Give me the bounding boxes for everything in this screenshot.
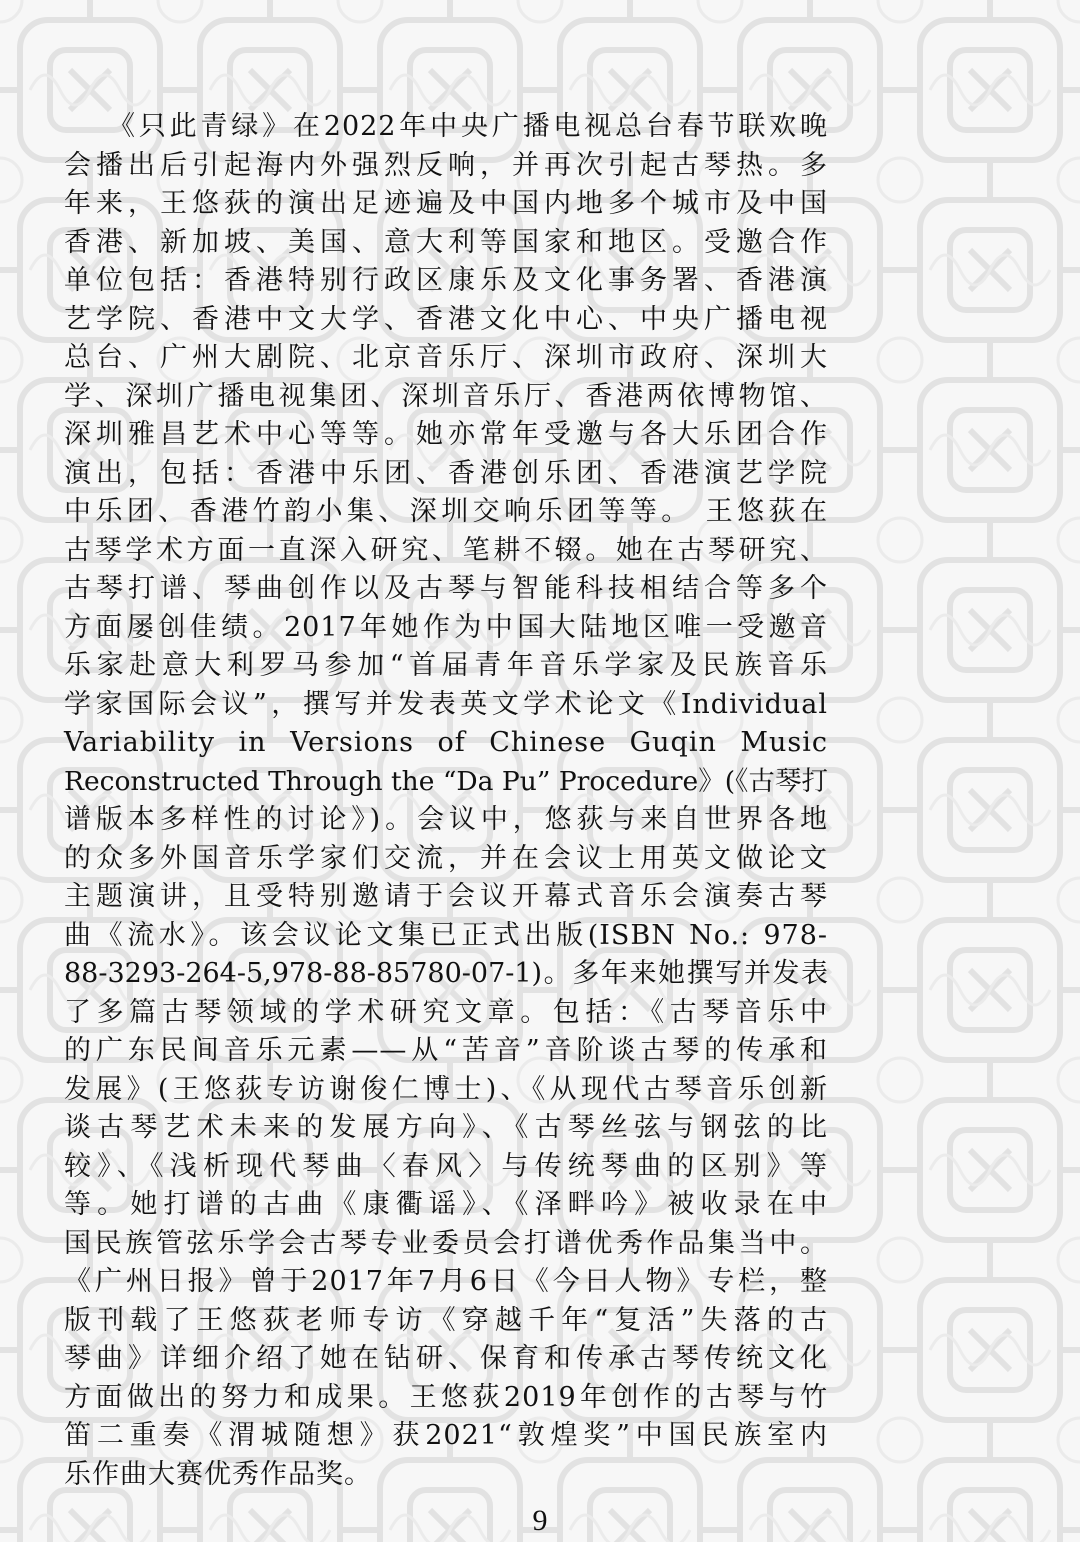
- body-line: 《只此青绿》在2022年中央广播电视总台春节联欢晚: [108, 111, 828, 142]
- body-line: 单位包括：香港特别行政区康乐及文化事务署、香港演: [64, 265, 828, 296]
- body-line: Reconstructed Through the “Da Pu” Procedure》(《古琴打: [64, 765, 828, 797]
- body-line: 笛二重奏《渭城随想》获2021“敦煌奖”中国民族室内: [64, 1420, 828, 1451]
- body-line: 古琴学术方面一直深入研究、笔耕不辍。她在古琴研究、: [64, 534, 828, 566]
- body-line: 曲《流水》。该会议论文集已正式出版(ISBN No.: 978-: [64, 919, 828, 951]
- body-line: 《广州日报》曾于2017年7月6日《今日人物》专栏，整: [64, 1266, 828, 1297]
- body-line: 方面做出的努力和成果。王悠荻2019年创作的古琴与竹: [64, 1381, 828, 1413]
- body-line: 演出，包括：香港中乐团、香港创乐团、香港演艺学院: [64, 457, 828, 489]
- page-number: 9: [532, 1504, 548, 1537]
- body-line: 谈古琴艺术未来的发展方向》、《古琴丝弦与钢弦的比: [64, 1112, 828, 1143]
- body-line: 方面屡创佳绩。2017年她作为中国大陆地区唯一受邀音: [64, 611, 828, 643]
- body-line: 等。她打谱的古曲《康衢谣》、《泽畔吟》被收录在中: [64, 1189, 828, 1220]
- body-line: 国民族管弦乐学会古琴专业委员会打谱优秀作品集当中。: [64, 1227, 828, 1259]
- body-line: 学、深圳广播电视集团、深圳音乐厅、香港两依博物馆、: [64, 380, 828, 412]
- body-line: 会播出后引起海内外强烈反响，并再次引起古琴热。多: [64, 149, 828, 181]
- body-line: 琴曲》详细介绍了她在钻研、保育和传承古琴传统文化: [64, 1343, 828, 1374]
- body-line: 乐家赴意大利罗马参加“首届青年音乐学家及民族音乐: [64, 650, 828, 681]
- body-line: 深圳雅昌艺术中心等等。她亦常年受邀与各大乐团合作: [64, 419, 828, 450]
- body-line: 的众多外国音乐学家们交流，并在会议上用英文做论文: [64, 842, 828, 874]
- article-body: [64, 108, 828, 1494]
- body-line: 中乐团、香港竹韵小集、深圳交响乐团等等。 王悠荻在: [64, 496, 828, 527]
- body-line: Variability in Versions of Chinese Guqin Music: [64, 727, 828, 758]
- body-line: 香港、新加坡、美国、意大利等国家和地区。受邀合作: [64, 226, 828, 258]
- body-line: 古琴打谱、琴曲创作以及古琴与智能科技相结合等多个: [64, 573, 828, 604]
- body-line: 版刊载了王悠荻老师专访《穿越千年“复活”失落的古: [64, 1304, 828, 1336]
- body-line: 艺学院、香港中文大学、香港文化中心、中央广播电视: [64, 303, 828, 335]
- body-line: 较》、《浅析现代琴曲〈春风〉与传统琴曲的区别》等: [64, 1150, 828, 1182]
- body-line: 总台、广州大剧院、北京音乐厅、深圳市政府、深圳大: [64, 342, 828, 373]
- body-line: 学家国际会议”，撰写并发表英文学术论文《Individual: [64, 688, 828, 720]
- body-line: 的广东民间音乐元素——从“苦音”音阶谈古琴的传承和: [64, 1035, 828, 1066]
- body-line: 了多篇古琴领域的学术研究文章。包括：《古琴音乐中: [64, 996, 828, 1028]
- body-line: 发展》(王悠荻专访谢俊仁博士)、《从现代古琴音乐创新: [64, 1073, 828, 1105]
- body-line: 年来，王悠荻的演出足迹遍及中国内地多个城市及中国: [64, 188, 828, 219]
- body-line: 88-3293-264-5,978-88-85780-07-1)。多年来她撰写并发表: [64, 958, 828, 989]
- body-line: 乐作曲大赛优秀作品奖。: [64, 1458, 372, 1490]
- body-line: 谱版本多样性的讨论》)。会议中，悠荻与来自世界各地: [64, 804, 828, 835]
- body-line: 主题演讲，且受特别邀请于会议开幕式音乐会演奏古琴: [64, 881, 828, 912]
